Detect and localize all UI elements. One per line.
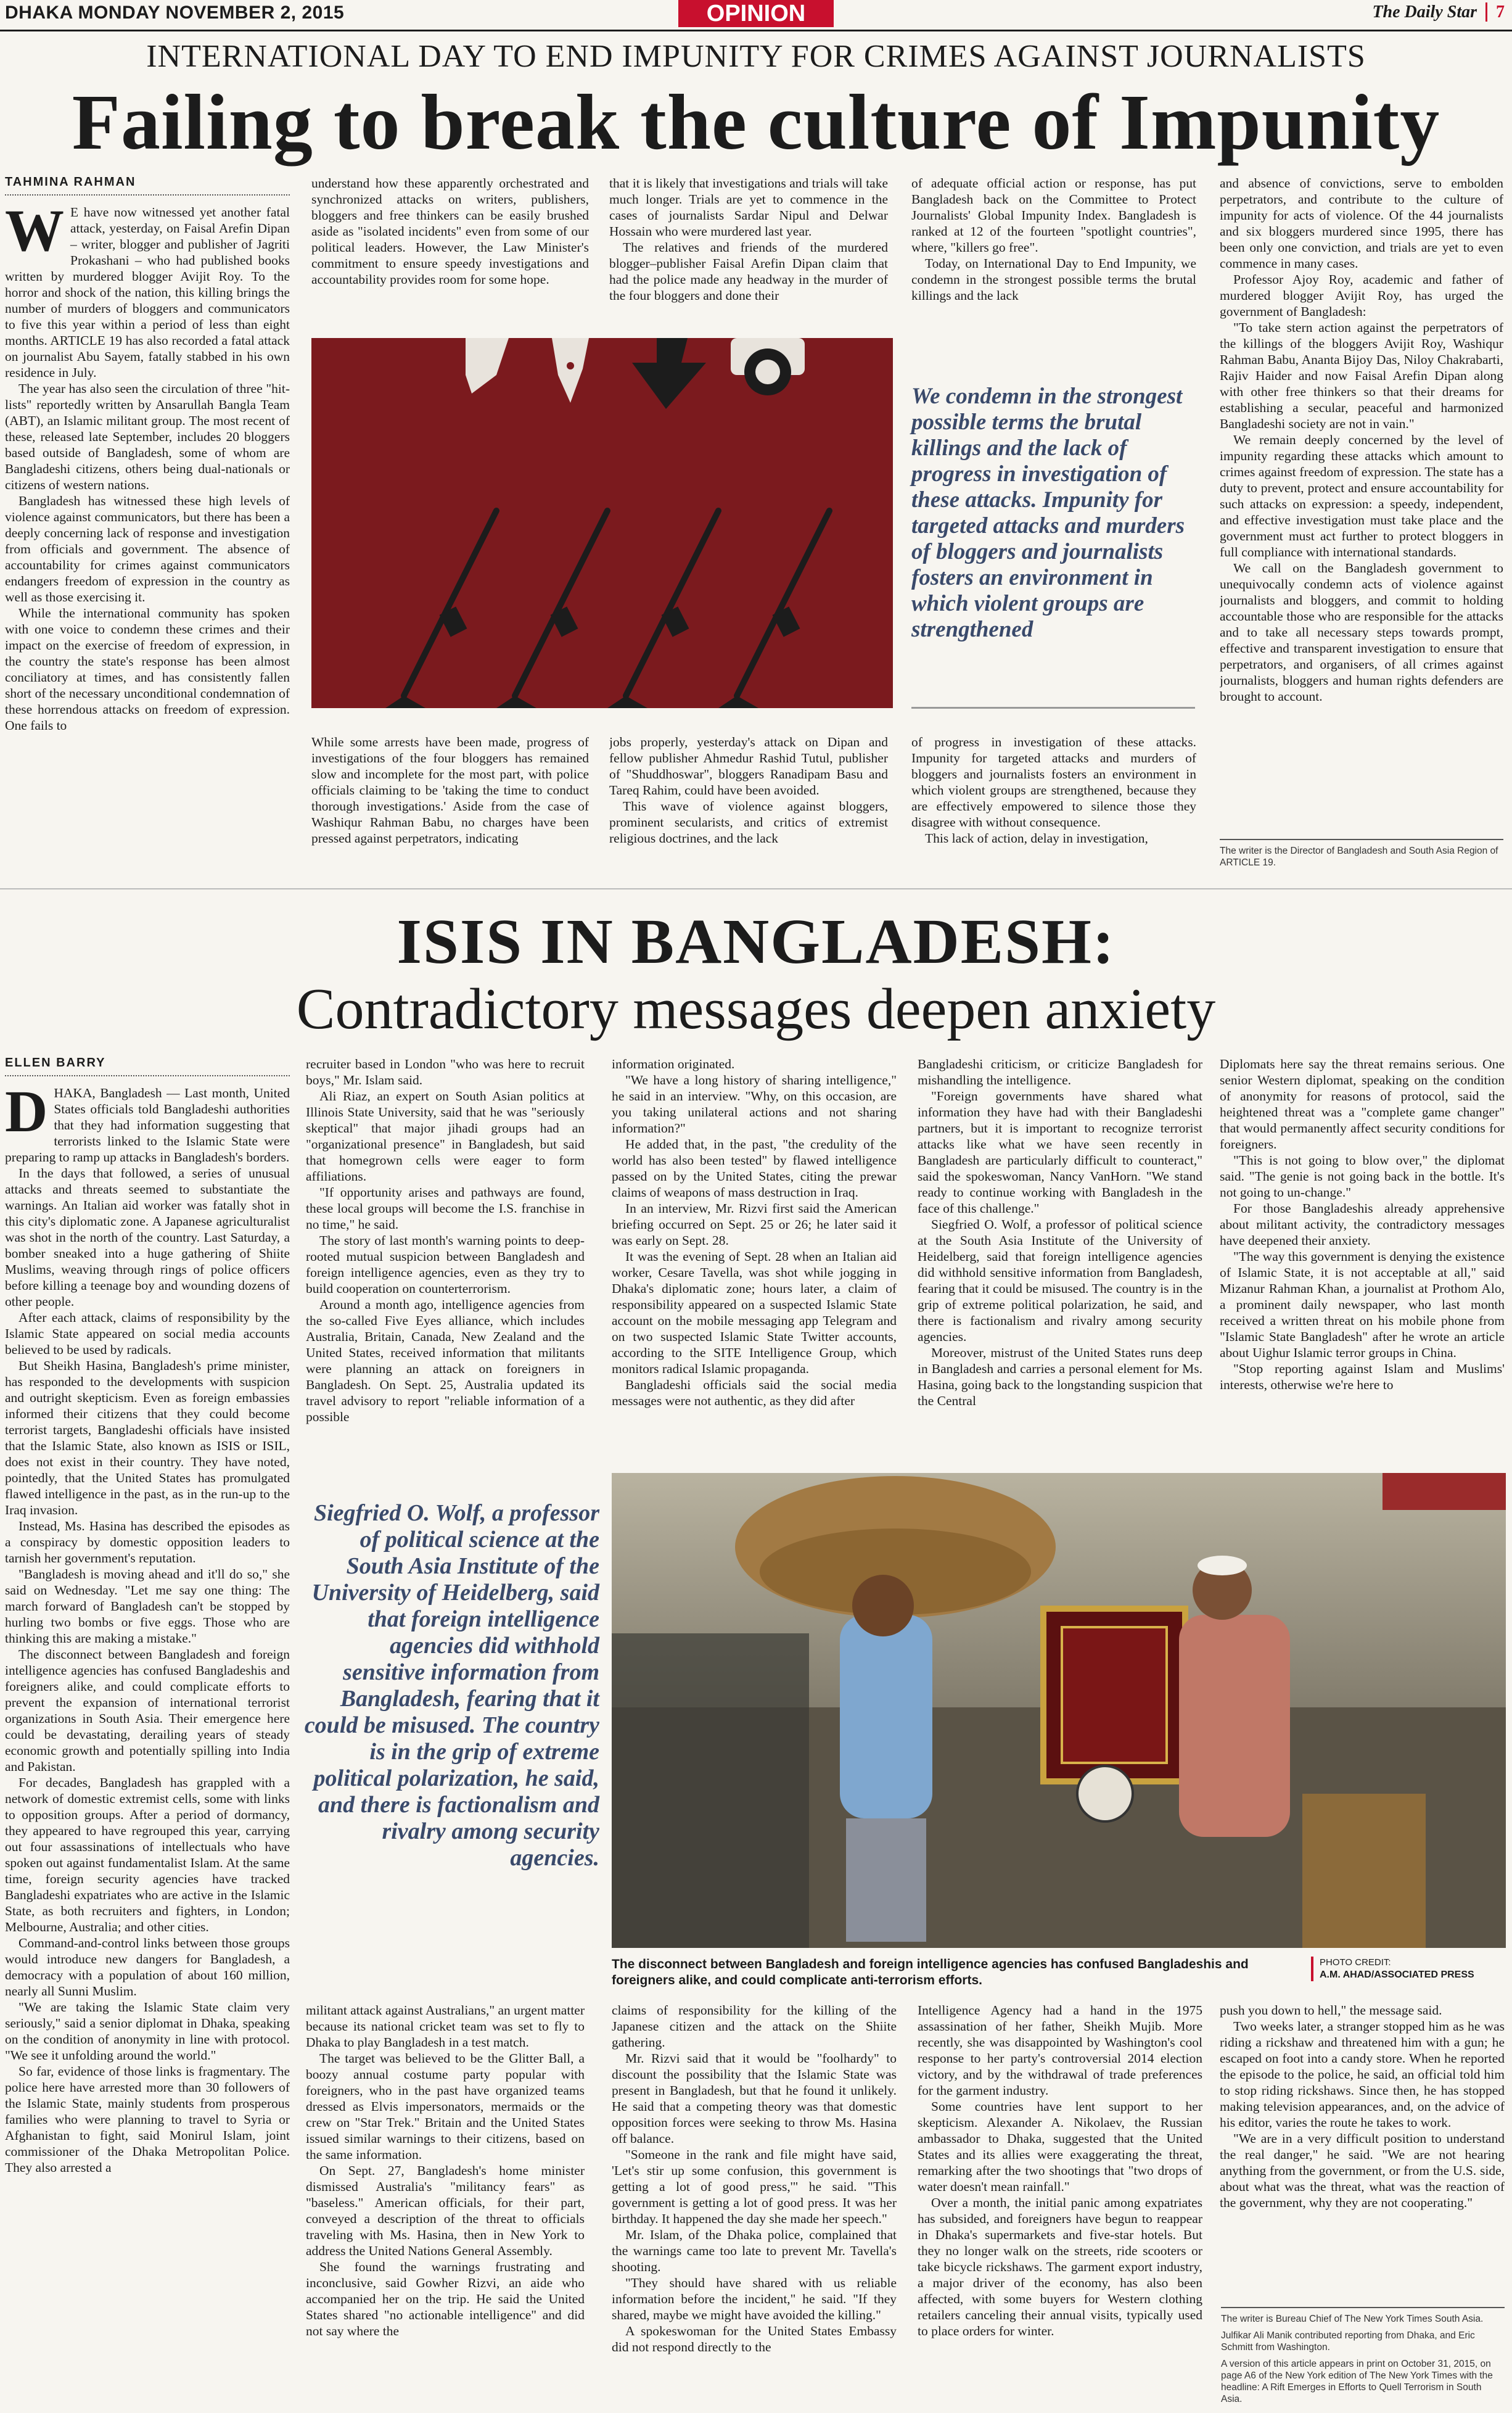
paragraph: "The way this government is denying the existence of Islamic State, it is not acceptable at all," said Mizanur Rahman Khan, a journalist at Prothom Alo, a prominent daily newspaper, who last month received a written threat on his mobile phone from "Islamic State Bangladesh" after he wrote an article about Uighur Islamic terror groups in China. — [1220, 1249, 1505, 1360]
article1-col4-bottom — [911, 734, 1196, 882]
paragraph: "Bangladesh is moving ahead and it'll do so," she said on Wednesday. "Let me say one thing: The march forward of Bangladesh can't be stopped by hurling two bombs or five eggs. Those who are thinking this are making a mistake." — [5, 1567, 290, 1646]
paragraph: It was the evening of Sept. 28 when an Italian aid worker, Cesare Tavella, was shot while jogging in Dhaka's diplomatic zone; hours later, a claim of responsibility appeared on a suspected Islamic State account on the mobile messaging app Telegram and on two suspected Islamic State Twitter accounts, according to the SITE Intelligence Group, which monitors radical Islamic propaganda. — [612, 1249, 897, 1376]
header-rule — [0, 30, 1512, 31]
article1-author-note: The writer is the Director of Bangladesh and South Asia Region of ARTICLE 19. — [1220, 839, 1503, 868]
paragraph: Instead, Ms. Hasina has described the episodes as a conspiracy by domestic opposition leaders to tarnish her government's reputation. — [5, 1519, 290, 1565]
paragraph: We remain deeply concerned by the level of impunity regarding these attacks which amount to crimes against freedom of expression. The state has a duty to prevent, protect and ensure accountability for such attacks on expression: a speedy, independent, and effective investigation must take place and the government must act further to protect bloggers in full compliance with international standards. — [1220, 432, 1503, 559]
article1-col3-bottom — [609, 734, 888, 882]
article2-col5-bottom — [1220, 2002, 1505, 2298]
paragraph: understand how these apparently orchestrated and synchronized attacks on writers, publishers, bloggers and free thinkers can be easily brushed aside as "isolated incidents" even from some of our political leaders. However, the Law Minister's commitment to ensure speedy investigations and accountability provides room for some hope. — [311, 176, 589, 287]
article2-headline-line1: ISIS IN BANGLADESH: — [396, 906, 1116, 977]
paragraph: HAKA, Bangladesh — Last month, United States officials told Bangladeshi authorities that they had information suggesting that terrorists linked to the Islamic State were preparing to ramp up attacks in Bangladesh's borders. — [5, 1086, 290, 1165]
paragraph: This wave of violence against bloggers, prominent secularists, and critics of extremist religious doctrines, and the lack — [609, 799, 888, 846]
page-number: 7 — [1485, 2, 1505, 22]
paragraph: Today, on International Day to End Impunity, we condemn in the strongest possible terms the brutal killings and the lack — [911, 256, 1196, 303]
paragraph: The year has also seen the circulation of three "hit-lists" reportedly written by Ansarullah Bangla Team (ABT), an Islamic militant group. The most recent of these, released late September, includes 20 bloggers based outside of Bangladesh, some of whom are Bangladeshi citizens, others being dual-nationals or citizens of western nations. — [5, 381, 290, 492]
section-divider — [0, 888, 1512, 889]
article2-col5 — [1220, 1056, 1505, 1451]
article1-col3-top — [609, 175, 888, 329]
paragraph: We call on the Bangladesh government to unequivocally condemn acts of violence against journalists and bloggers, and commit to holding accountable those who are responsible for the attacks and to take all necessary steps towards prompt, effective and transparent investigation to ensure that perpetrators, and organisers, of all crimes against journalists, bloggers and human rights defenders are brought to account. — [1220, 561, 1503, 704]
photo-credit — [1311, 1957, 1512, 1981]
paragraph: Bangladeshi officials said the social media messages were not authentic, as they did after — [612, 1377, 897, 1408]
paragraph: But Sheikh Hasina, Bangladesh's prime minister, has responded to the developments with suspicion and outright skepticism. Even as foreign embassies informed their citizens that they could become terrorist targets, Bangladeshi officials have insisted that the Islamic State, also known as ISIS or ISIL, does not exist in their country. They have noted, pointedly, that the United States has promulgated flawed intelligence in the past, as in the run-up to the Iraq invasion. — [5, 1358, 290, 1517]
paragraph: A spokeswoman for the United States Embassy did not respond directly to the — [612, 2324, 897, 2354]
paragraph: The relatives and friends of the murdered blogger–publisher Faisal Arefin Dipan claim that had the police made any headway in the murder of the four bloggers and done their — [609, 240, 888, 303]
paragraph: Moreover, mistrust of the United States runs deep in Bangladesh and carries a personal element for Ms. Hasina, going back to the longstanding suspicion that the Central — [918, 1345, 1202, 1408]
market-photo — [612, 1473, 1506, 1948]
paragraph: Bangladeshi criticism, or criticize Bangladesh for mishandling the intelligence. — [918, 1057, 1202, 1087]
paragraph: Diplomats here say the threat remains serious. One senior Western diplomat, speaking on the condition of anonymity for reasons of protocol, said the heightened threat was a "complete game changer" that would permanently affect security conditions for foreigners. — [1220, 1057, 1505, 1152]
porter-figure — [840, 1615, 932, 1818]
photo-credit-name: A.M. AHAD/ASSOCIATED PRESS — [1320, 1970, 1474, 1980]
paragraph: The story of last month's warning points to deep-rooted mutual suspicion between Bangladesh and foreign intelligence agencies, even as they try to build cooperation on counterterrorism. — [306, 1233, 585, 1296]
paragraph: push you down to hell," the message said. — [1220, 2003, 1442, 2018]
paragraph: of progress in investigation of these attacks. Impunity for targeted attacks and murders of bloggers and journalists fosters an environment in which violent groups are strengthened, because they are effectively empowered to silence those they disagree with without consequence. — [911, 735, 1196, 830]
article2-headline-line2: Contradictory messages deepen anxiety — [296, 977, 1216, 1041]
paragraph: militant attack against Australians," an urgent matter because its national cricket team was set to fly to Dhaka to play Bangladesh in a test match. — [306, 2003, 585, 2050]
paragraph: Command-and-control links between those groups would introduce new dangers for Bangladesh, a democracy with a population of about 160 million, nearly all Sunni Muslim. — [5, 1936, 290, 1998]
article1-col5 — [1220, 175, 1503, 829]
article2-author-note-2: Julfikar Ali Manik contributed reporting from Dhaka, and Eric Schmitt from Washington. — [1221, 2330, 1475, 2353]
paragraph: So far, evidence of those links is fragmentary. The police here have arrested more than 30 followers of the Islamic State, mainly students from prosperous families who were planning to travel to Syria or Afghanistan to fight, said Monirul Islam, joint commissioner of the Dhaka Metropolitan Police. They also arrested a — [5, 2064, 290, 2175]
article1-col4-top — [911, 175, 1196, 329]
paragraph: This lack of action, delay in investigation, — [925, 831, 1148, 846]
article2-col3-bottom — [612, 2002, 897, 2403]
paragraph: Mr. Islam, of the Dhaka police, complained that the warnings came too late to prevent Mr. Tavella's shooting. — [612, 2227, 897, 2274]
article1-col2-top — [311, 175, 589, 329]
article1-headline: Failing to break the culture of Impunity — [72, 78, 1440, 166]
paragraph: Professor Ajoy Roy, academic and father of murdered blogger Avijit Roy, has urged the government of Bangladesh: — [1220, 272, 1503, 319]
paragraph: of adequate official action or response, has put Bangladesh back on the Committee to Protect Journalists' Global Impunity Index. Bangladesh is ranked at 12 of the fourteen "spotlight countries", where, "killers go free". — [911, 176, 1196, 255]
illustration-pens-and-rifles — [311, 338, 893, 708]
paragraph: "We are taking the Islamic State claim very seriously," said a senior diplomat in Dhaka, speaking on the condition of anonymity in line with protocol. "We see it unfolding around the world." — [5, 2000, 290, 2063]
paragraph: The target was believed to be the Glitter Ball, a boozy annual costume party popular with foreigners, who in the past have organized teams dressed as Elvis impersonators, mermaids or the crew on "Star Trek." Britain and the United States issued similar warnings to their citizens, based on the same information. — [306, 2051, 585, 2162]
article2-col4-bottom — [918, 2002, 1202, 2403]
paragraph: "We have a long history of sharing intelligence," he said in an interview. "Why, on this occasion, are you taking unilateral actions and not sharing information?" — [612, 1073, 897, 1136]
masthead — [1372, 2, 1505, 22]
clock-frame — [1077, 1766, 1133, 1821]
article1-column-1 — [5, 175, 290, 883]
paragraph: In the days that followed, a series of unusual attacks and threats seemed to substantiate the warnings. An Italian aid worker was fatally shot in this city's diplomatic zone. A Japanese agriculturalist was shot in the north of the country. Last Saturday, a bomber sneaked into a huge gathering of Shiite Muslims, weaving through rings of police officers before killing a teenage boy and wounding dozens of other people. — [5, 1166, 290, 1309]
paragraph: While the international community has spoken with one voice to condemn these crimes and their impact on the exercise of freedom of expression, in the country the state's response has been almost conciliatory at times, and has consistently fallen short of the necessary unconditional condemnation of these horrendous attacks on freedom of expression. One fails to — [5, 606, 290, 733]
article1-col2-bottom — [311, 734, 589, 882]
article2-dropcap: D — [5, 1085, 48, 1144]
dateline: DHAKA MONDAY NOVEMBER 2, 2015 — [5, 2, 345, 23]
article2-col1-text — [5, 1085, 290, 2411]
paragraph: The disconnect between Bangladesh and foreign intelligence agencies has confused Bangladeshis and foreigners alike, and could complicate efforts to prevent the expansion of international terrorist organizations in South Asia. Their emergence here could be devastating, derailing years of steady economic growth and potentially spilling into India and Pakistan. — [5, 1647, 290, 1774]
article2-author-notes — [1221, 2307, 1505, 2410]
vendor-figure — [1179, 1615, 1290, 1837]
paragraph: "If opportunity arises and pathways are found, these local groups will become the I.S. franchise in no time," he said. — [306, 1185, 585, 1232]
article2-col3 — [612, 1056, 897, 1451]
paragraph: Around a month ago, intelligence agencies from the so-called Five Eyes alliance, which includes Australia, Britain, Canada, New Zealand and the United States, received information that militants were planning an attack on foreigners in Bangladesh. On Sept. 25, Australia updated its travel advisory to report "reliable information of a possible — [306, 1297, 585, 1424]
paragraph: She found the warnings frustrating and inconclusive, said Gowher Rizvi, an aide who accompanied her on the trip. He said the United States shared "no actionable intelligence" and did not say where the — [306, 2259, 585, 2338]
article2-col2 — [306, 1056, 585, 1451]
paragraph: "This is not going to blow over," the diplomat said. "The genie is not going back in the bottle. It's not going to un-change." — [1220, 1153, 1505, 1200]
paragraph: Mr. Rizvi said that it would be "foolhardy" to discount the possibility that the Islamic State was present in Bangladesh, but that he found it unlikely. He said that a competing theory was that domestic opposition forces were seeking to throw Ms. Hasina off balance. — [612, 2051, 897, 2146]
paragraph: Bangladesh has witnessed these high levels of violence against communicators, but there has been a deeply concerning lack of response and investigation from officials and government. The absence of accountability for crimes against communicators endangers freedom of expression in the country as well as those exercising it. — [5, 493, 290, 604]
paragraph: Some countries have lent support to her skepticism. Alexander A. Nikolaev, the Russian ambassador to Dhaka, suggested that the United States and its allies were exaggerating the threat, remarking after the two shootings that "two drops of water doesn't mean rainfall." — [918, 2099, 1202, 2194]
section-label: OPINION — [678, 0, 834, 27]
paragraph: "Foreign governments have shared what information they have had with their Bangladeshi partners, but it is important to recognize terrorist attacks like what we have seen recently in Bangladesh are particularly difficult to counteract," said the spokeswoman, Nancy VanHorn. "We stand ready to continue working with Bangladesh in the face of this challenge." — [918, 1089, 1202, 1216]
paragraph: Intelligence Agency had a hand in the 1975 assassination of her father, Sheikh Mujib. More recently, she was disappointed by Washington's cool response to her party's controversial 2014 election victory, and by the withdrawal of trade preferences for the garment industry. — [918, 2003, 1202, 2098]
photo-caption: The disconnect between Bangladesh and foreign intelligence agencies has confused Bangladeshis and foreigners alike, and could complicate anti-terrorism efforts. — [612, 1957, 1249, 1987]
pullquote-rule — [911, 707, 1195, 709]
paragraph: Siegfried O. Wolf, a professor of political science at the South Asia Institute of the University of Heidelberg, said that foreign intelligence agencies did withhold sensitive information from Bangladesh, fearing that it could be misused. The country is in the grip of extreme political polarization, he said, and there is factionalism and rivalry among security agencies. — [918, 1217, 1202, 1344]
photo-credit-label: PHOTO CREDIT: — [1320, 1957, 1391, 1968]
article2-author-note-1: The writer is Bureau Chief of The New York Times South Asia. — [1221, 2314, 1484, 2324]
paragraph: and absence of convictions, serve to embolden perpetrators, and contribute to the culture of impunity for acts of violence. Of the 44 journalists and six bloggers murdered since 1995, there has been only one conviction, and trials are yet to even commence in many cases. — [1220, 176, 1503, 271]
paragraph: "We are in a very difficult position to understand the real danger," he said. "We are not hearing anything from the government, or from the U.S. side, about what was the threat, what was the reaction of the government, why they are not cooperating." — [1220, 2131, 1505, 2210]
article2-column-1 — [5, 1056, 290, 2411]
paragraph: Two weeks later, a stranger stopped him as he was riding a rickshaw and threatened him with a gun; he escaped on foot into a candy store. When he reported the episode to the police, he said, an official told him to stop riding rickshaws. Since then, he has stopped making television appearances, and, on the advice of his editor, varies the route he takes to work. — [1220, 2019, 1505, 2130]
article1-dropcap: W — [5, 204, 64, 263]
article1-col1-text — [5, 204, 290, 883]
paragraph: that it is likely that investigations and trials will take much longer. Trials are yet to commence in the cases of journalists Sardar Nipul and Delwar Hossain who were murdered last year. — [609, 176, 888, 239]
paragraph: recruiter based in London "who was here to recruit boys," Mr. Islam said. — [306, 1057, 585, 1087]
article2-byline: ELLEN BARRY — [5, 1056, 290, 1076]
article1-kicker: INTERNATIONAL DAY TO END IMPUNITY FOR CRIMES AGAINST JOURNALISTS — [146, 39, 1366, 74]
paragraph: While some arrests have been made, progress of investigations of the four bloggers has remained slow and incomplete for the most part, with police officials claiming to be 'taking the time to conduct thorough investigations.' Aside from the case of Washiqur Rahman Babu, no charges have been pressed against perpetrators, indicating — [311, 735, 589, 846]
paragraph: "To take stern action against the perpetrators of the killings of the bloggers Avijit Roy, Washiqur Rahman Babu, Ananta Bijoy Das, Niloy Chakrabarti, Rajiv Haider and now Faisal Arefin Dipan along with other free thinkers so that their dreams for establishing a secular, peaceful and harmonized Bangladeshi society are not in vain." — [1220, 320, 1503, 431]
paragraph: He added that, in the past, "the credulity of the world has also been tested" by flawed intelligence passed on by the United States, citing the prewar claims of weapons of mass destruction in Iraq. — [612, 1137, 897, 1200]
paragraph: On Sept. 27, Bangladesh's home minister dismissed Australia's "militancy fears" as "baseless." American officials, for their part, conveyed a description of the threat to officials traveling with Ms. Hasina, then in New York to address the United Nations General Assembly. — [306, 2163, 585, 2258]
paragraph: E have now witnessed yet another fatal attack, yesterday, on Faisal Arefin Dipan – writer, blogger and publisher of Jagriti Prokashani – who had published books written by murdered blogger Avijit Roy. To the horror and shock of the nation, this killing brings the number of murders of bloggers and communicators to five this year within a period of less than eight months. ARTICLE 19 has also recorded a fatal attack on journalist Abu Sayem, fatally stabbed in his own residence in July. — [5, 205, 290, 380]
article2-col4 — [918, 1056, 1202, 1451]
paragraph: claims of responsibility for the killing of the Japanese citizen and the attack on the Shiite gathering. — [612, 2003, 897, 2050]
paragraph: jobs properly, yesterday's attack on Dipan and fellow publisher Ahmedur Rashid Tutul, publisher of "Shuddhoswar", bloggers Ranadipam Basu and Tareq Rahim, could have been avoided. — [609, 735, 888, 798]
paragraph: After each attack, claims of responsibility by the Islamic State appeared on social media accounts believed to be used by radicals. — [5, 1310, 290, 1357]
paragraph: For those Bangladeshis already apprehensive about militant activity, the contradictory messages have deepened their anxiety. — [1220, 1201, 1505, 1248]
masthead-name: The Daily Star — [1372, 2, 1477, 22]
paragraph: "Someone in the rank and file might have said, 'Let's stir up some confusion, this government is getting a lot of good press,'" he said. "This government is getting a lot of good press. It was her birthday. It happened the day she made her speech." — [612, 2147, 897, 2226]
paragraph: information originated. — [612, 1057, 735, 1071]
paragraph: "Stop reporting against Islam and Muslims' interests, otherwise we're here to — [1220, 1361, 1505, 1392]
article2-author-note-3: A version of this article appears in print on October 31, 2015, on page A6 of the New York edition of The New York Times with the headline: A Rift Emerges in Efforts to Quell Terrorism in South Asia. — [1221, 2359, 1493, 2404]
paragraph: For decades, Bangladesh has grappled with a network of domestic extremist cells, some with links to opposition groups. After a period of dormancy, they appeared to have regrouped this year, carrying out four assassinations of intellectuals who have spoken out against fundamentalist Islam. At the same time, foreign security agencies have tracked Bangladeshi expatriates who are active in the Islamic State, as both recruiters and fighters, in London; Melbourne, Australia; and other cities. — [5, 1775, 290, 1934]
paragraph: In an interview, Mr. Rizvi first said the American briefing occurred on Sept. 25 or 26; he later said it was early on Sept. 28. — [612, 1201, 897, 1248]
paragraph: Over a month, the initial panic among expatriates has subsided, and foreigners have begun to reappear in Dhaka's supermarkets and five-star hotels. But they no longer walk on the streets, ride scooters or take bicycle rickshaws. The garment export industry, a major driver of the economy, has also been affected, with some buyers for Western clothing retailers canceling their annual visits, typically used to place orders for winter. — [918, 2195, 1202, 2338]
article1-pullquote: We condemn in the strongest possible terms the brutal killings and the lack of progress in investigation of these attacks. Impunity for targeted attacks and murders of bloggers and journalists fosters an environment in which violent groups are strengthened — [911, 384, 1185, 642]
paragraph: "They should have shared with us reliable information before the incident," he said. "If they shared, maybe we might have avoided the killing." — [612, 2275, 897, 2322]
article2-pullquote: Siegfried O. Wolf, a professor of political science at the South Asia Institute of the University of Heidelberg, said that foreign intelligence agencies did withhold sensitive information from Bangladesh, fearing that it could be misused. The country is in the grip of extreme political polarization, he said, and there is factionalism and rivalry among security agencies. — [304, 1500, 599, 1871]
article2-col2-bottom — [306, 2002, 585, 2403]
article1-byline: TAHMINA RAHMAN — [5, 175, 290, 196]
paragraph: Ali Riaz, an expert on South Asian politics at Illinois State University, said that he was "seriously skeptical" that major jihadi groups had an "organizational presence" in Bangladesh, but said that homegrown cells were eager to form affiliations. — [306, 1089, 585, 1184]
